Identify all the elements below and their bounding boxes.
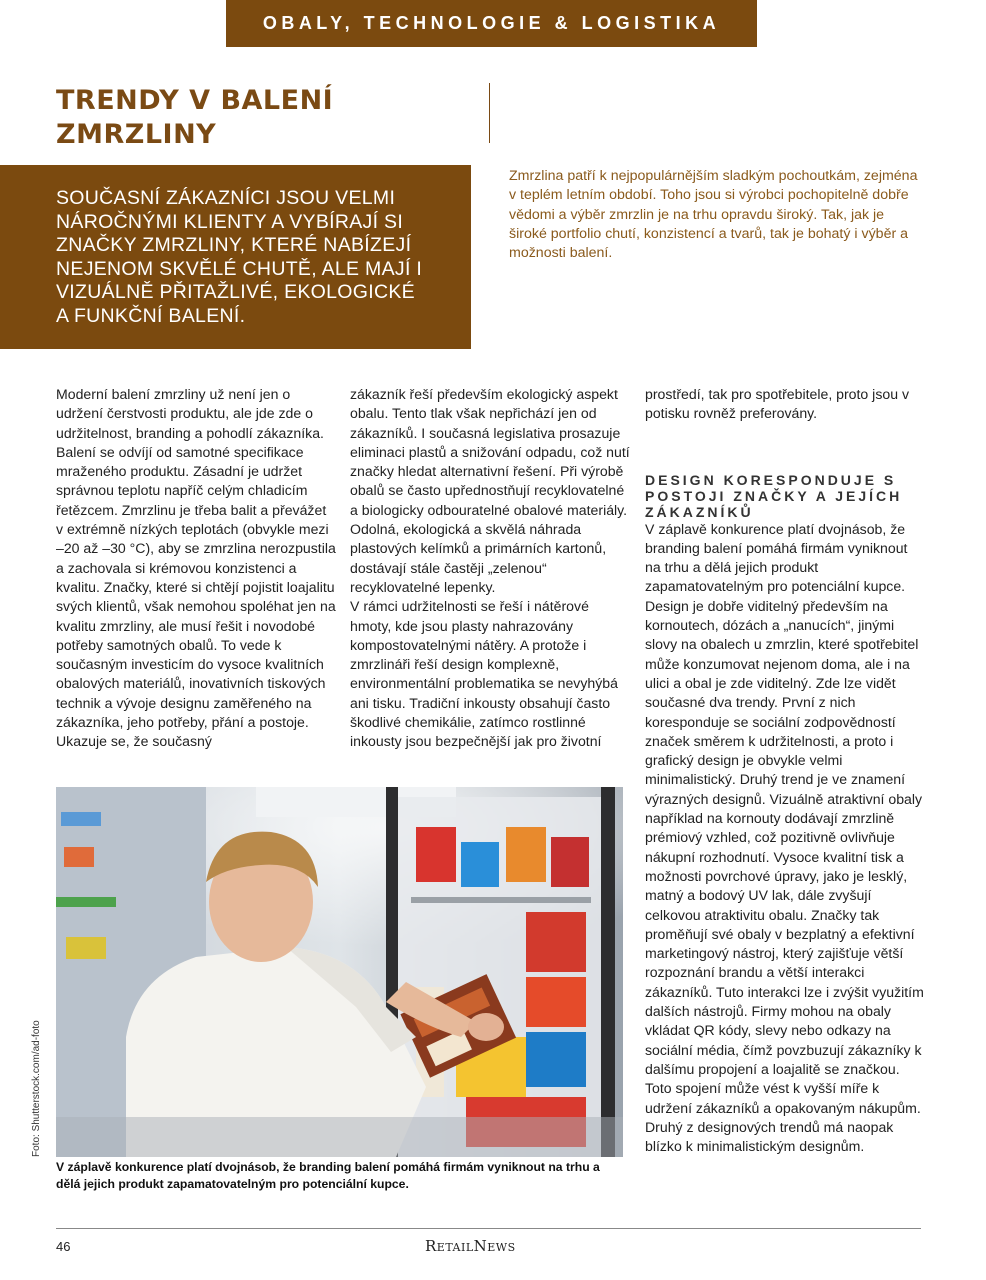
section-label: OBALY, TECHNOLOGIE & LOGISTIKA [262, 13, 721, 33]
article-column-3 [645, 385, 925, 1156]
body-paragraph: Moderní balení zmrzliny už není jen o udržení čerstvosti produktu, ale jde zde o udržitelnost, branding a pohodlí zákazníka. Balení se odvíjí od samotné specifikace mraženého produktu. Zásadní je udržet správnou teplotu napříč celým chladicím řetězcem. Zmrzlinu je třeba balit a převážet v extrémně nízkých teplotách (obvykle mezi –20 až –30 °C), aby se zmrzlina nerozpustila a zachovala si krémovou konzistenci a kvalitu. Značky, které si chtějí pojistit loajalitu svých klientů, však nemohou spoléhat jen na kvalitu zmrzliny, ale musí řešit i novodobé potřeby samotných obalů. To vede k současným investicím do vysoce kvalitních obalových materiálů, inovativních tiskových technik a vývoje designu zaměřeného na zákazníka, jeho potřeby, přání a postoje. Ukazuje se, že současný [56, 386, 336, 750]
article-column-2 [350, 385, 630, 752]
body-paragraph: prostředí, tak pro spotřebitele, proto jsou v potisku rovněž preferovány. [645, 386, 910, 422]
body-paragraph: V záplavě konkurence platí dvojnásob, že branding balení pomáhá firmám vyniknout na trhu a dělá jejich produkt zapamatovatelným pro potenciální kupce. Design je dobře viditelný především na kornoutech, dózách a „nanucích“, jinými slovy na obalech u zmrzlin, které spotřebitel může konzumovat nejenom doma, ale i na ulici a obal je zde viditelný. Zde lze vidět současné dva trendy. První z nich koresponduje se sociální zodpovědností značek směrem k udržitelnosti, a proto i grafický design je obvykle velmi minimalistický. Druhý trend je ve znamení výrazných designů. Vizuálně atraktivní obaly například na kornouty dodávají zmrzlině prémiový vzhled, což pozitivně ovlivňuje nákupní rozhodnutí. Vysoce kvalitní tisk a možnosti povrchové úpravy, jako je lesklý, matný a bodový UV lak, dále zvyšují celkovou atraktivitu obalu. Značky tak proměňují své obaly v bezplatný a efektivní marketingový nástroj, který zajišťuje větší rozpoznání brandu a větší interakci zákazníků. Tuto interakci lze i zvýšit využitím dalších nástrojů. Firmy mohou na obaly vkládat QR kódy, slevy nebo odkazy na sociální média, čímž povzbuzují zákazníky k dalšímu propojení a loajalitě se značkou. Toto spojení může vést k vyšší míře k udržení zákazníků a opakovaným nákupům. Druhý z designových trendů má naopak blízko k minimalistickým designům. [645, 520, 924, 1155]
article-photo [56, 787, 623, 1157]
lead-box [0, 165, 471, 349]
body-paragraph: zákazník řeší především ekologický aspekt obalu. Tento tlak však nepřichází jen od zákazníků. I současná legislativa prosazuje eliminaci plastů a snižování odpadu, což nutí značky hledat alternativní řešení. Při výrobě obalů se často upřednostňují recyklovatelné a biologicky odbouratelné obalové materiály. Odolná, ekologická a skvělá náhrada plastových kelímků a primárních kartonů, dostávají stále častěji „zelenou“ recyklovatelné lepenky. [350, 386, 630, 595]
article-title: TRENDY V BALENÍ ZMRZLINY [56, 85, 334, 150]
article-column-1 [56, 385, 336, 752]
brand-logo: RetailNews [425, 1237, 516, 1255]
lead-text: SOUČASNÍ ZÁKAZNÍCI JSOU VELMI NÁROČNÝMI KLIENTY A VYBÍRAJÍ SI ZNAČKY ZMRZLINY, KTERÉ NABÍZEJÍ NEJENOM SKVĚLÉ CHUTĚ, ALE MAJÍ I VIZUÁLNĚ PŘITAŽLIVÉ, EKOLOGICKÉ A FUNKČNÍ BALENÍ. [56, 187, 423, 327]
section-header-bar [226, 0, 757, 47]
photo-caption: V záplavě konkurence platí dvojnásob, že branding balení pomáhá firmám vyniknout na trhu a dělá jejich produkt zapamatovatelným pro potenciální kupce. [56, 1160, 600, 1191]
body-paragraph: V rámci udržitelnosti se řeší i nátěrové hmoty, kde jsou plasty nahrazovány kompostovatelnými nátěry. A protože i zmrzlináři řeší design komplexně, environmentální problematika se nevyhýbá ani tisku. Tradiční inkousty obsahují často škodlivé chemikálie, zatímco rostlinné inkousty jsou bezpečnější jak pro životní [350, 598, 618, 750]
title-divider [489, 83, 490, 143]
page-number: 46 [56, 1239, 71, 1254]
intro-paragraph: Zmrzlina patří k nejpopulárnějším sladkým pochoutkám, zejména v teplém letním období. Toho jsou si výrobci pochopitelně dobře vědomi a výběr zmrzlin je na trhu opravdu široký. Tak, jak je široké portfolio chutí, konzistencí a tvarů, tak je bohatý i výběr a možnosti balení. [509, 168, 918, 262]
footer-divider [56, 1228, 921, 1229]
subheading: DESIGN KORESPONDUJE S POSTOJI ZNAČKY A JEJÍCH ZÁKAZNÍKŮ [645, 471, 903, 520]
photo-credit: Foto: Shutterstock.com/ad-foto [31, 1020, 42, 1157]
